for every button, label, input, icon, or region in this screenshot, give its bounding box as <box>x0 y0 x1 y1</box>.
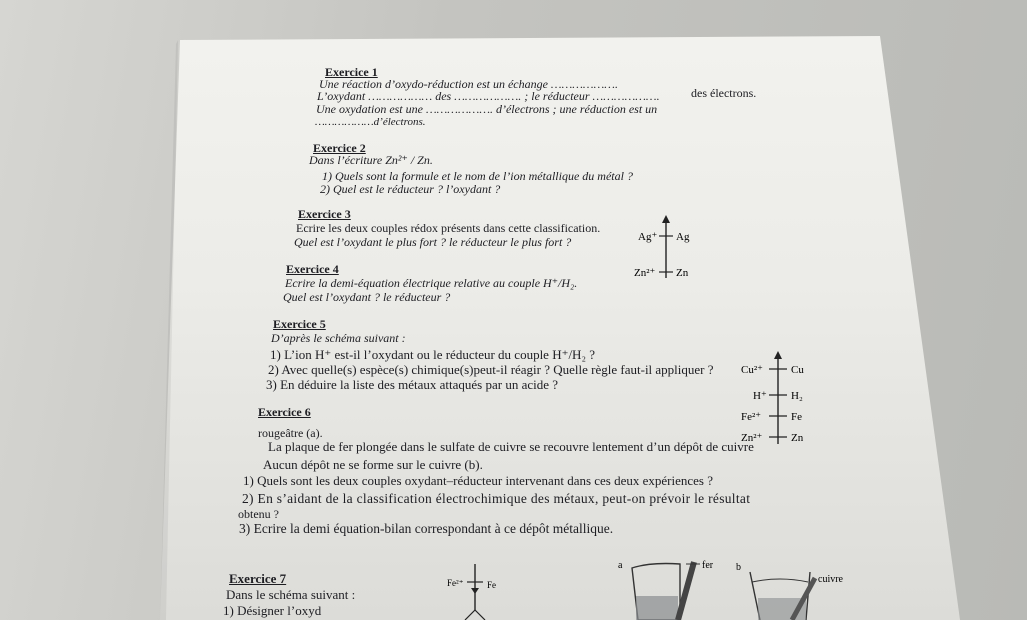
ex1-line2-end: des électrons. <box>691 86 757 100</box>
ex7-line2: 1) Désigner l’oxyd <box>223 603 322 618</box>
ex7-title: Exercice 7 <box>229 571 287 586</box>
scale-row4-red: Zn <box>791 432 804 444</box>
scale-row4-ox: Zn²⁺ <box>741 432 763 444</box>
ex6-line2: Aucun dépôt ne se forme sur le cuivre (b). <box>263 457 483 472</box>
scale-row2-ox: H⁺ <box>753 390 767 402</box>
ex5-q1: 1) L’ion H⁺ est-il l’oxydant ou le réducteur du couple H⁺/H₂ ? <box>270 347 595 362</box>
scale-ex7-red: Fe <box>487 580 496 590</box>
scale-small-bot-ox: Zn²⁺ <box>634 267 656 279</box>
scale-ex7-ox: Fe²⁺ <box>447 578 464 588</box>
ex5-title: Exercice 5 <box>273 317 326 331</box>
ex5-q3: 3) En déduire la liste des métaux attaqués par un acide ? <box>266 377 559 392</box>
ex6-q2: 2) En s’aidant de la classification électrochimique des métaux, peut-on prévoir le résultat <box>242 491 751 506</box>
ex3-line1: Ecrire les deux couples rédox présents dans cette classification. <box>296 221 601 235</box>
fer-label: fer <box>702 560 714 571</box>
ex6-line1: La plaque de fer plongée dans le sulfate de cuivre se recouvre lentement d’un dépôt de cuivre <box>268 439 754 454</box>
scale-small-top-ox: Ag⁺ <box>638 231 658 243</box>
redox-scale-classification <box>733 348 823 448</box>
ex4-title: Exercice 4 <box>286 262 339 276</box>
ex7-line1: Dans le schéma suivant : <box>226 587 356 602</box>
redox-scale-ag-zn <box>625 212 705 284</box>
ex6-q3: 3) Ecrire la demi équation-bilan correspondant à ce dépôt métallique. <box>239 521 614 536</box>
scale-row3-ox: Fe²⁺ <box>741 411 762 423</box>
ex1-line2: L’oxydant ……………… des ………………. ; le réducteur ………………. <box>317 89 660 103</box>
ex3-line2: Quel est l’oxydant le plus fort ? le réducteur le plus fort ? <box>294 235 572 249</box>
ex2-q2: 2) Quel est le réducteur ? l’oxydant ? <box>320 182 501 196</box>
ex2-line1: Dans l’écriture Zn²⁺ / Zn. <box>309 153 433 167</box>
ex6-title: Exercice 6 <box>258 405 311 419</box>
ex2-title: Exercice 2 <box>313 141 366 155</box>
ex5-q2: 2) Avec quelle(s) espèce(s) chimique(s)peut-il réagir ? Quelle règle faut-il appliquer ? <box>268 362 714 377</box>
scale-small-top-red: Ag <box>676 231 690 243</box>
cuivre-label: cuivre <box>818 574 843 585</box>
scale-small-bot-red: Zn <box>676 267 689 279</box>
ex2-q1: 1) Quels sont la formule et le nom de l’ion métallique du métal ? <box>322 169 633 183</box>
ex1-line1: Une réaction d’oxydo-réduction est un échange ………………. <box>319 77 618 91</box>
ex6-q2b: obtenu ? <box>238 507 279 521</box>
beaker-a-label: a <box>618 560 623 571</box>
scale-row2-red: H₂ <box>791 390 803 402</box>
scale-row1-red: Cu <box>791 364 804 376</box>
ex6-line1b: rougeâtre (a). <box>258 426 323 440</box>
beakers-diagram <box>610 552 880 620</box>
ex6-q1: 1) Quels sont les deux couples oxydant–réducteur intervenant dans ces deux expériences ? <box>243 473 714 488</box>
redox-scale-fe <box>445 560 515 620</box>
scale-row3-red: Fe <box>791 411 802 423</box>
ex1-title: Exercice 1 <box>325 65 378 79</box>
beaker-b-label: b <box>736 562 741 573</box>
scale-row1-ox: Cu²⁺ <box>741 364 763 376</box>
ex1-line4: ………………d’électrons. <box>315 116 426 128</box>
ex3-title: Exercice 3 <box>298 207 351 221</box>
ex5-line1: D’après le schéma suivant : <box>271 331 406 345</box>
ex4-line2: Quel est l’oxydant ? le réducteur ? <box>283 290 451 304</box>
ex4-line1: Ecrire la demi-équation électrique relative au couple H⁺/H₂. <box>285 276 578 290</box>
ex1-line3: Une oxydation est une ………………. d’électrons ; une réduction est un <box>316 102 658 116</box>
